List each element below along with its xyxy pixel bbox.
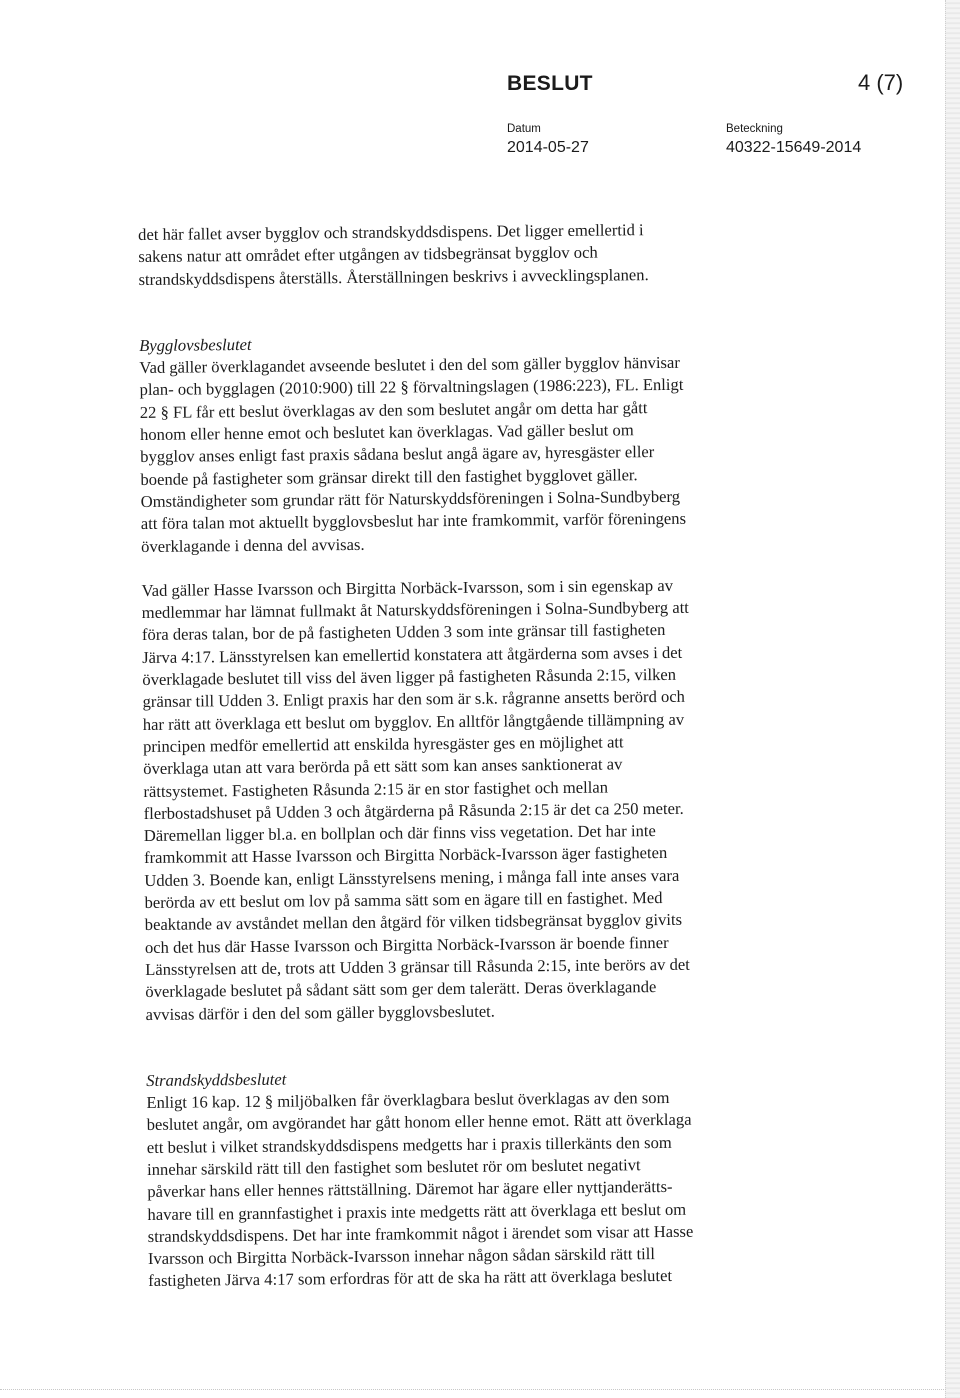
reference-label: Beteckning: [726, 123, 783, 135]
intro-paragraph: det här fallet avser bygglov och strandskyddsdispens. Det ligger emellertid i sakens natur att området efter utgången av tidsbegränsat bygglov och strandskyddsdispens återställs. Återställningen beskrivs i avvecklingsplanen.: [138, 220, 649, 289]
scan-edge-right: [945, 0, 960, 1398]
section-heading-bygglov: Bygglovsbeslutet: [139, 334, 252, 355]
document-body: [138, 218, 803, 1293]
date-label: Datum: [507, 123, 541, 135]
reference-value: 40322-15649-2014: [726, 139, 862, 156]
bygglov-paragraph-1: Vad gäller överklagandet avseende beslutet i den del som gäller bygglov hänvisar plan- och bygglagen (2010:900) till 22 § förvaltningslagen (1986:223), FL. Enligt 22 § FL får ett beslut överklagas av den som beslutet angår om detta har gått honom eller henne emot och beslutet kan överklagas. Vad gäller beslut om bygglov anses enligt fast praxis sådana beslut angå ägare av, hyresgäster eller boende på fastigheter som gränsar direkt till den fastighet bygglovet gäller. Omständigheter som grundar rätt för Naturskyddsföreningen i Solna-Sundbyberg att föra talan mot aktuellt bygglovsbeslut har inte framkommit, varför föreningens överklagande i denna del avvisas.: [139, 352, 687, 556]
section-heading-strandskydd: Strandskyddsbeslutet: [146, 1069, 287, 1090]
page-number: 4 (7): [858, 70, 904, 95]
document-type-title: BESLUT: [507, 72, 593, 95]
bygglov-paragraph-2: Vad gäller Hasse Ivarsson och Birgitta Norbäck-Ivarsson, som i sin egenskap av medlemmar har lämnat fullmakt åt Naturskyddsföreningen i Solna-Sundbyberg att föra deras talan, bor de på fastigheten Udden 3 som inte gränsar till fastigheten Järva 4:17. Länsstyrelsen kan emellertid konstatera att åtgärderna som avses i det överklagade beslutet till viss del även ligger på fastigheten Råsunda 2:15, vilken gränsar till Udden 3. Enligt praxis har den som är s.k. rågranne ansetts berörd och har rätt att överklaga ett beslut om bygglov. En alltför långtgående tillämpning av principen medför emellertid att enskilda hyresgäster ges en möjlighet att överklaga utan att vara berörda på ett sätt som kan anses sanktionerat av rättsystemet. Fastigheten Råsunda 2:15 är en stor fastighet och mellan flerbostadshuset på Udden 3 och åtgärderna på Råsunda 2:15 är det ca 250 meter. Däremellan ligger bl.a. en bollplan och där finns viss vegetation. Det har inte framkommit att Hasse Ivarsson och Birgitta Norbäck-Ivarsson äger fastigheten Udden 3. Boende kan, enligt Länsstyrelsens mening, i många fall inte anses vara berörda av ett beslut om lov på samma sätt som en ägare till en fastighet. Med beaktande av avståndet mellan den åtgärd för vilken tidsbegränsat bygglov givits och det hus där Hasse Ivarsson och Birgitta Norbäck-Ivarsson är boende finner Länsstyrelsen att de, trots att Udden 3 gränsar till Råsunda 2:15, inte berörs av det överklagade beslutet på sådant sätt som ger dem talerätt. Deras överklagande avvisas därför i den del som gäller bygglovsbeslutet.: [141, 575, 690, 1024]
date-value: 2014-05-27: [507, 139, 589, 156]
scan-edge-bottom: [0, 1389, 946, 1398]
strandskydd-paragraph-1: Enligt 16 kap. 12 § miljöbalken får överklagbara beslut överklagas av den som beslutet angår, om avgörandet har gått honom eller henne emot. Rätt att överklaga ett beslut i vilket strandskyddsdispens medgetts har i praxis tillerkänts den som innehar särskild rätt till den fastighet som beslutet rör om beslutet negativt påverkar hans eller hennes rättställning. Däremot har ägare eller nyttjanderätts- havare till en grannfastighet i praxis inte medgetts rätt att överklaga ett beslut om strandskyddsdispens. Det har inte framkommit något i ärendet som visar att Hasse Ivarsson och Birgitta Norbäck-Ivarsson innehar någon sådan särskild rätt till fastigheten Järva 4:17 som erfordras för att de ska ha rätt att överklaga beslutet: [146, 1088, 694, 1291]
